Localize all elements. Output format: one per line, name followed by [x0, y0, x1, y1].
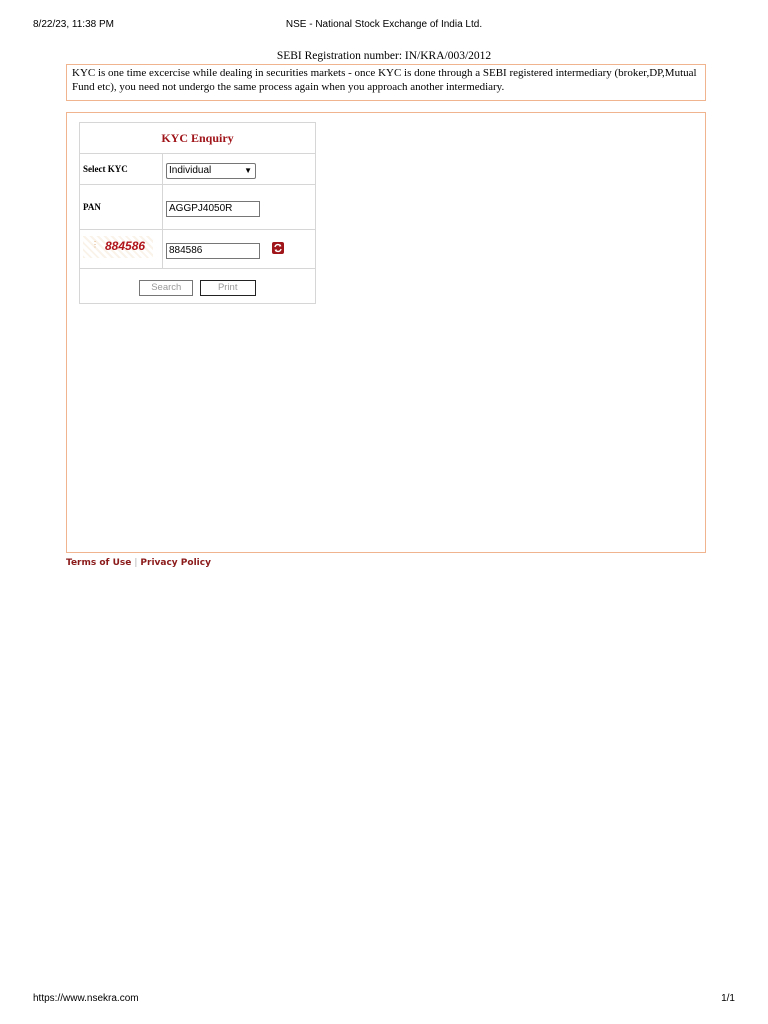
select-kyc-label: Select KYC: [80, 154, 163, 185]
pan-label: PAN: [80, 185, 163, 230]
privacy-policy-link[interactable]: Privacy Policy: [140, 558, 211, 568]
print-header: [33, 19, 735, 31]
terms-of-use-link[interactable]: Terms of Use: [66, 558, 132, 568]
print-url: https://www.nsekra.com: [33, 993, 139, 1004]
captcha-input[interactable]: 884586: [166, 243, 260, 259]
form-title: KYC Enquiry: [80, 123, 316, 154]
print-button[interactable]: Print: [200, 280, 256, 296]
chevron-down-icon: ▼: [244, 165, 252, 175]
captcha-noise: ⋮: [91, 239, 99, 249]
kyc-type-select[interactable]: [166, 163, 256, 179]
refresh-icon[interactable]: [272, 242, 284, 254]
kyc-notice: KYC is one time excercise while dealing in securities markets - once KYC is done through a SEBI registered intermediary (broker,DP,Mutual Fund etc), you need not undergo the same process again when you approach another intermediary.: [66, 64, 706, 101]
print-footer: [33, 993, 735, 1005]
captcha-code: 884586: [105, 238, 146, 253]
print-datetime: 8/22/23, 11:38 PM: [33, 19, 114, 30]
kyc-enquiry-form: [79, 122, 316, 304]
captcha-image-cell: [80, 230, 163, 269]
kyc-type-selected-value: Individual: [169, 164, 212, 176]
pan-input[interactable]: AGGPJ4050R: [166, 201, 260, 217]
sebi-registration-text: SEBI Registration number: IN/KRA/003/2012: [276, 50, 492, 62]
search-button[interactable]: Search: [139, 280, 193, 296]
link-separator: |: [134, 558, 138, 568]
print-page-title: NSE - National Stock Exchange of India Ltd.: [285, 19, 483, 30]
footer-links: [66, 558, 211, 568]
print-page-number: 1/1: [721, 993, 735, 1004]
captcha-image: [83, 236, 153, 258]
